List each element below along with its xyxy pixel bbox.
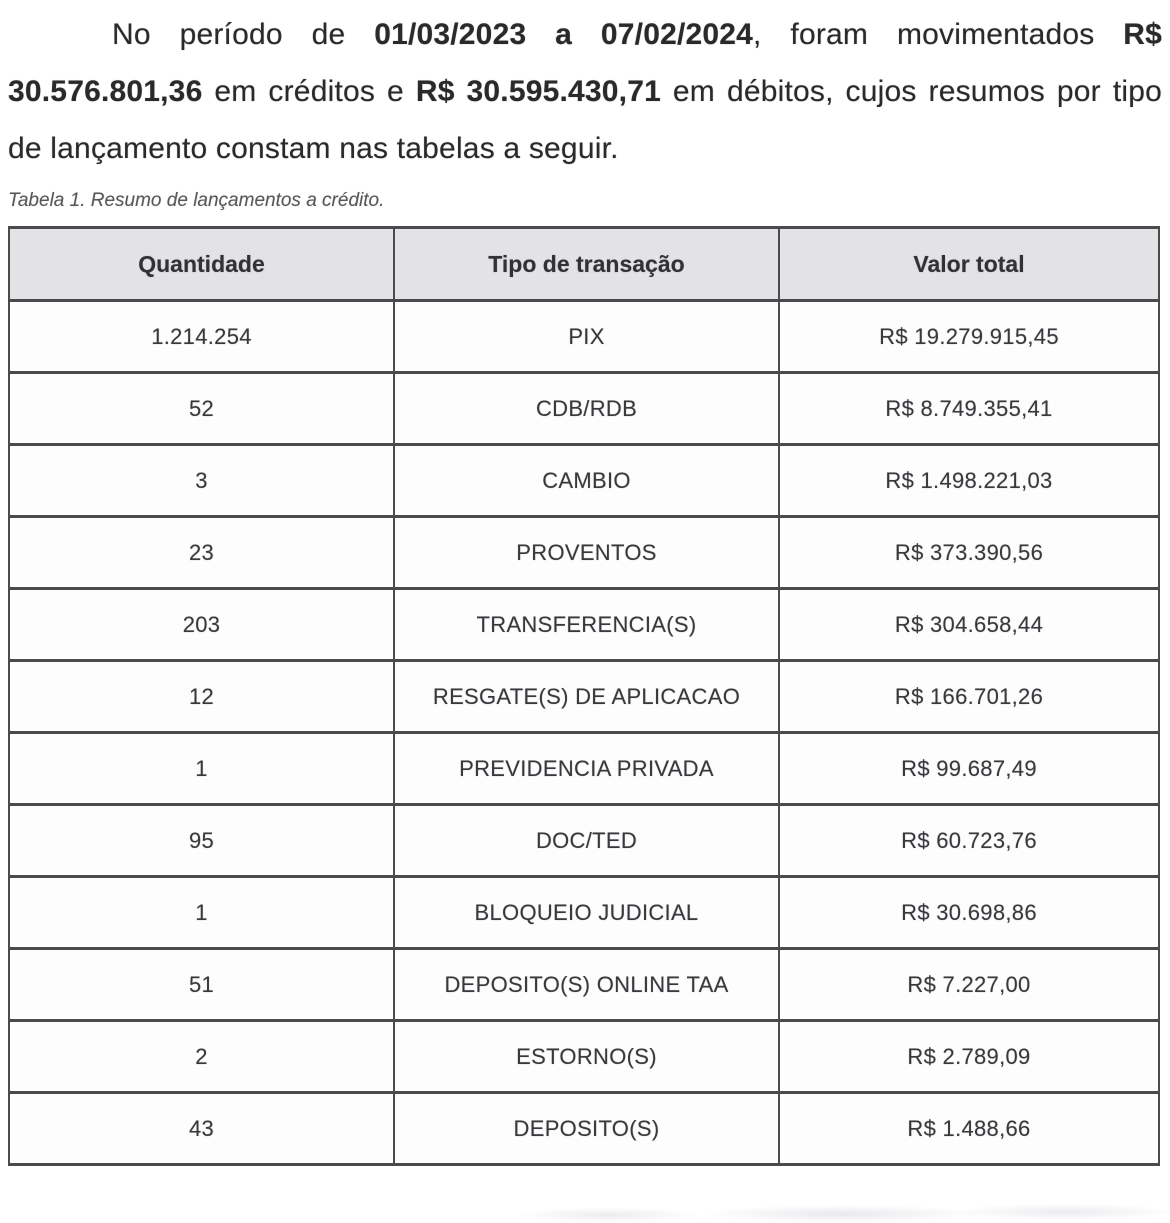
transaction-type-cell: CAMBIO [394,445,779,517]
transaction-type-cell: CDB/RDB [394,373,779,445]
intro-segment: em créditos e [202,75,416,108]
quantity-cell: 52 [9,373,394,445]
table-header [9,228,1159,301]
table-row [9,805,1159,877]
header-tipo-de-transacao: Tipo de transação [394,228,779,301]
table-caption: Tabela 1. Resumo de lançamentos a crédito. [8,190,385,211]
table-row [9,949,1159,1021]
transaction-type-cell: PROVENTOS [394,517,779,589]
transaction-type-cell: RESGATE(S) DE APLICACAO [394,661,779,733]
table-row [9,589,1159,661]
transaction-type-cell: DOC/TED [394,805,779,877]
quantity-cell: 1 [9,877,394,949]
intro-period-dates: 01/03/2023 a 07/02/2024 [374,18,754,51]
table-row [9,373,1159,445]
table-row [9,301,1159,373]
quantity-cell: 203 [9,589,394,661]
page-edge-scan-artifact [0,1203,1170,1223]
intro-debits-amount: R$ 30.595.430,71 [415,75,661,108]
quantity-cell: 43 [9,1093,394,1165]
transaction-type-cell: TRANSFERENCIA(S) [394,589,779,661]
total-value-cell: R$ 8.749.355,41 [779,373,1159,445]
transaction-type-cell: PIX [394,301,779,373]
transaction-type-cell: BLOQUEIO JUDICIAL [394,877,779,949]
total-value-cell: R$ 99.687,49 [779,733,1159,805]
transaction-type-cell: DEPOSITO(S) [394,1093,779,1165]
total-value-cell: R$ 60.723,76 [779,805,1159,877]
total-value-cell: R$ 373.390,56 [779,517,1159,589]
quantity-cell: 12 [9,661,394,733]
quantity-cell: 2 [9,1021,394,1093]
header-quantidade: Quantidade [9,228,394,301]
total-value-cell: R$ 7.227,00 [779,949,1159,1021]
transaction-type-cell: PREVIDENCIA PRIVADA [394,733,779,805]
total-value-cell: R$ 30.698,86 [779,877,1159,949]
table-header-row [9,228,1159,301]
transaction-type-cell: DEPOSITO(S) ONLINE TAA [394,949,779,1021]
table-row [9,733,1159,805]
table-body [9,301,1159,1165]
table-row [9,517,1159,589]
table-row [9,445,1159,517]
total-value-cell: R$ 1.488,66 [779,1093,1159,1165]
credit-summary-table [8,226,1160,1166]
quantity-cell: 23 [9,517,394,589]
total-value-cell: R$ 166.701,26 [779,661,1159,733]
intro-segment: em débitos, cujos resumos por tipo de lançamento constam nas tabelas a seguir. [8,75,1162,165]
intro-credits-amount: R$ 30.576.801,36 [8,18,1163,108]
total-value-cell: R$ 1.498.221,03 [779,445,1159,517]
table-row [9,1021,1159,1093]
intro-paragraph [8,6,1162,177]
quantity-cell: 1.214.254 [9,301,394,373]
intro-segment: , foram movimentados [753,18,1124,51]
quantity-cell: 1 [9,733,394,805]
header-valor-total: Valor total [779,228,1159,301]
table-row [9,877,1159,949]
total-value-cell: R$ 2.789,09 [779,1021,1159,1093]
quantity-cell: 95 [9,805,394,877]
transaction-type-cell: ESTORNO(S) [394,1021,779,1093]
total-value-cell: R$ 19.279.915,45 [779,301,1159,373]
total-value-cell: R$ 304.658,44 [779,589,1159,661]
quantity-cell: 3 [9,445,394,517]
quantity-cell: 51 [9,949,394,1021]
table-row [9,1093,1159,1165]
table-container [8,226,1160,1201]
intro-segment: No período de [112,18,375,51]
table-row [9,661,1159,733]
